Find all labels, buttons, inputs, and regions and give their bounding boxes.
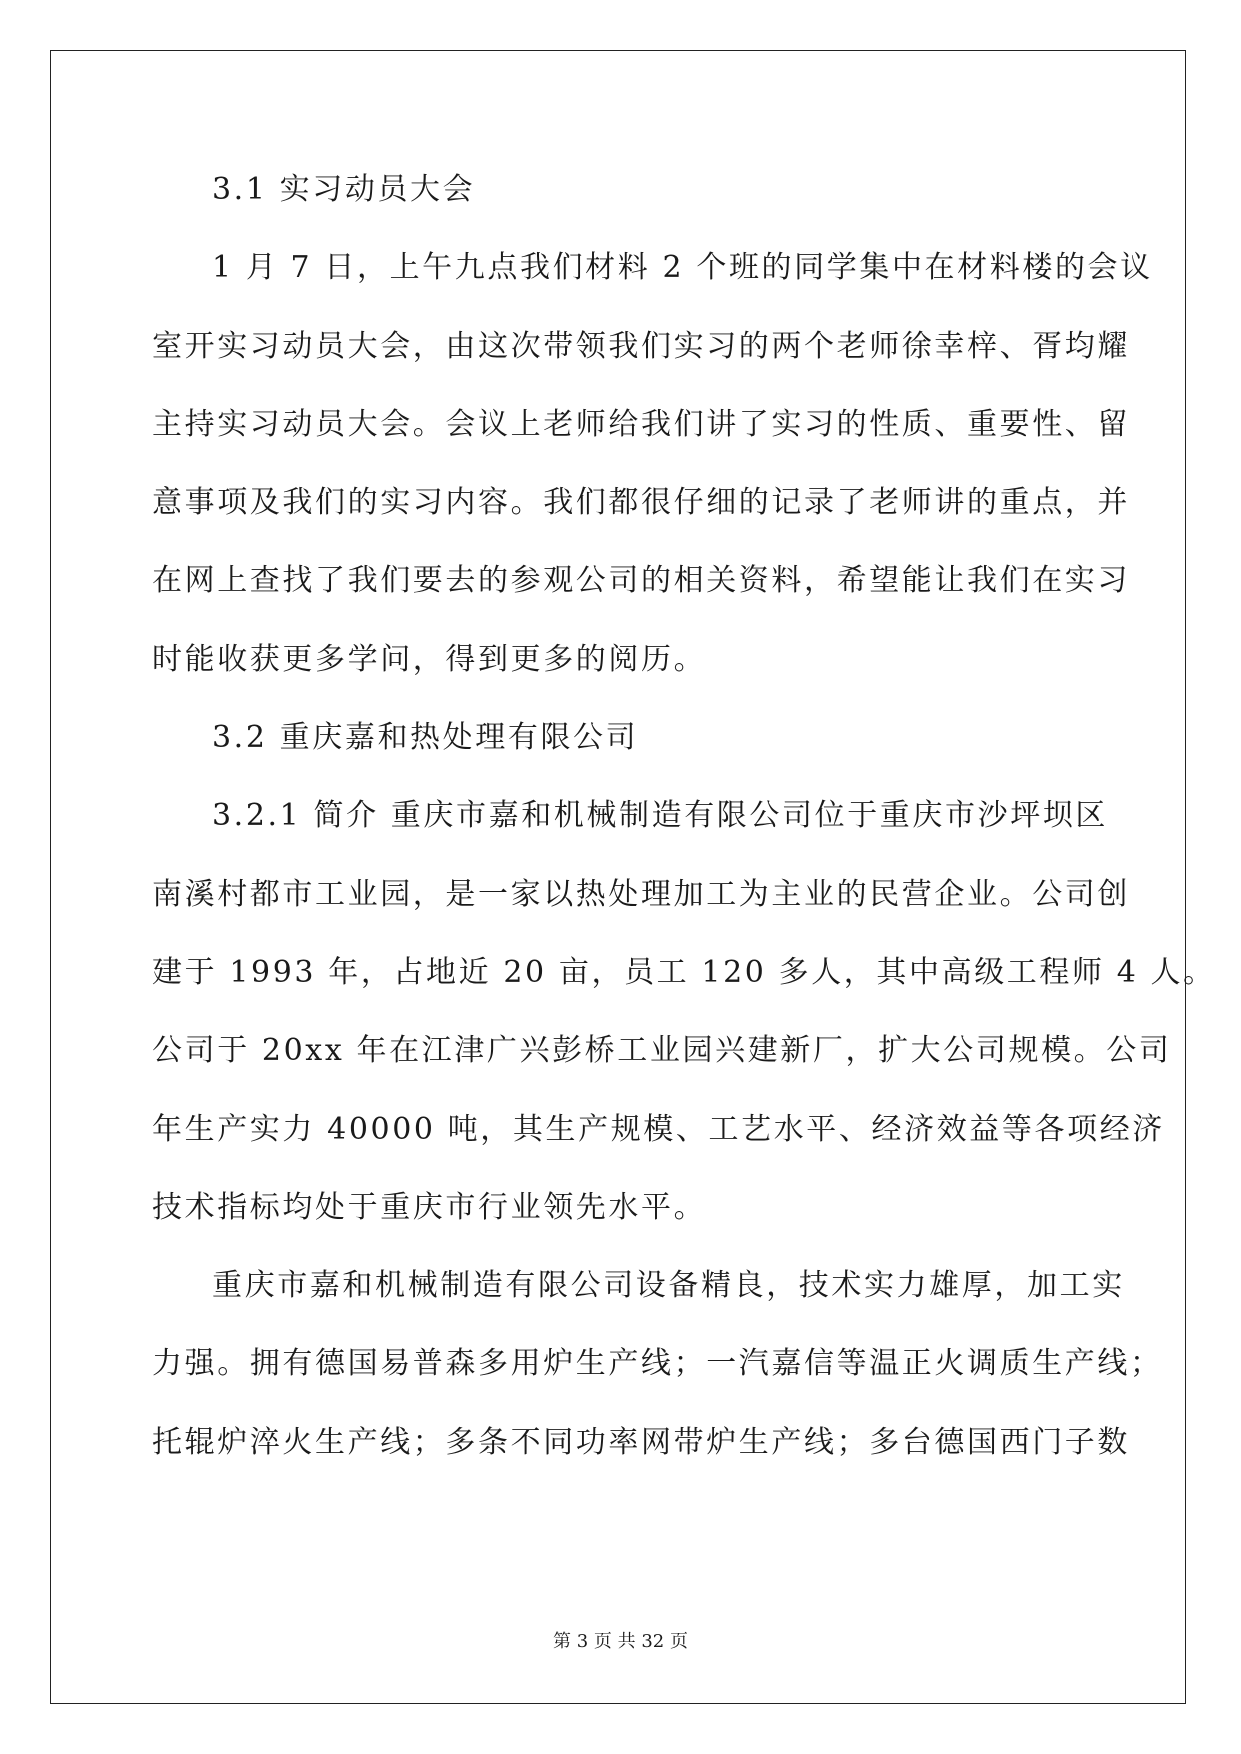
paragraph-line: 力强。拥有德国易普森多用炉生产线；一汽嘉信等温正火调质生产线； (152, 1346, 1163, 1382)
paragraph-line: 年生产实力 40000 吨，其生产规模、工艺水平、经济效益等各项经济 (152, 1111, 1165, 1147)
paragraph-line: 时能收获更多学问，得到更多的阅历。 (152, 641, 707, 677)
page-number-footer: 第 3 页 共 32 页 (553, 1631, 688, 1652)
paragraph-line: 技术指标均处于重庆市行业领先水平。 (152, 1189, 707, 1225)
paragraph-line: 建于 1993 年，占地近 20 亩，员工 120 多人，其中高级工程师 4 人。 (152, 954, 1216, 990)
section-heading-3-2: 3.2 重庆嘉和热处理有限公司 (212, 720, 639, 756)
paragraph-line: 在网上查找了我们要去的参观公司的相关资料，希望能让我们在实习 (152, 563, 1130, 599)
paragraph-line: 公司于 20xx 年在江津广兴彭桥工业园兴建新厂，扩大公司规模。公司 (152, 1033, 1172, 1069)
document-body (152, 160, 1216, 1491)
paragraph-line: 意事项及我们的实习内容。我们都很仔细的记录了老师讲的重点，并 (152, 485, 1130, 521)
paragraph-line: 主持实习动员大会。会议上老师给我们讲了实习的性质、重要性、留 (152, 406, 1130, 442)
paragraph-line: 托辊炉淬火生产线；多条不同功率网带炉生产线；多台德国西门子数 (152, 1424, 1130, 1460)
section-heading-3-1: 3.1 实习动员大会 (212, 172, 476, 207)
paragraph-line: 室开实习动员大会，由这次带领我们实习的两个老师徐幸梓、胥均耀 (152, 328, 1130, 364)
paragraph-line: 南溪村都市工业园，是一家以热处理加工为主业的民营企业。公司创 (152, 876, 1130, 912)
paragraph-line: 1 月 7 日，上午九点我们材料 2 个班的同学集中在材料楼的会议 (212, 250, 1153, 286)
paragraph-line: 重庆市嘉和机械制造有限公司设备精良，技术实力雄厚，加工实 (212, 1268, 1125, 1304)
subsection-heading-3-2-1: 3.2.1 简介 重庆市嘉和机械制造有限公司位于重庆市沙坪坝区 (212, 798, 1109, 834)
